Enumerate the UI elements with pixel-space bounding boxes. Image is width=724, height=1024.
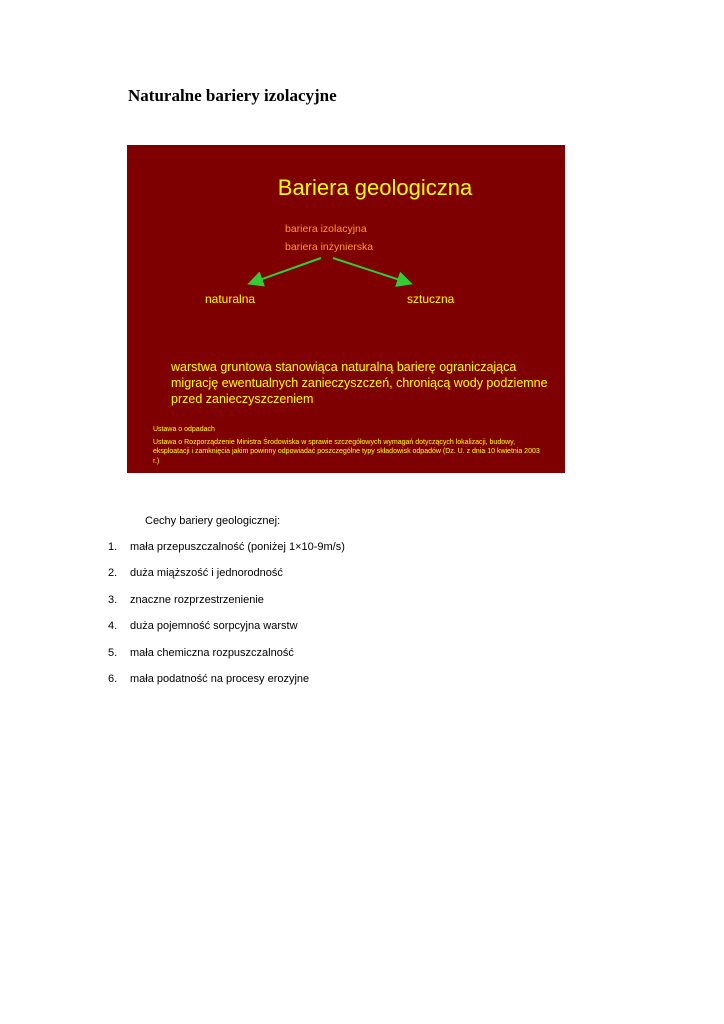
page-title: Naturalne bariery izolacyjne: [128, 86, 337, 105]
arrow-right: [333, 258, 409, 283]
list-item-number: 2.: [108, 567, 118, 580]
term-isolation-barrier: bariera izolacyjna: [285, 223, 367, 235]
source-item: Ustawa o odpadach: [153, 426, 215, 433]
list-item-number: 4.: [108, 620, 118, 633]
list-item-text: mała podatność na procesy erozyjne: [130, 672, 310, 685]
list-item-text: mała przepuszczalność (poniżej 1×10-9m/s): [130, 541, 345, 553]
branch-natural: naturalna: [205, 292, 256, 306]
slide-title: Bariera geologiczna: [277, 175, 473, 200]
source-item: Ustawa o Rozporządzenie Ministra Środowiska w sprawie szczegółowych wymagań dotyczących lokalizacji, budowy, eksploatacji i zamknięcia jakim powinny odpowiadać poszczególne typy składowisk odpadów (Dz. U. z dnia 10 kwietnia 2003 r.): [153, 438, 540, 465]
features-heading: Cechy bariery geologicznej:: [145, 515, 281, 527]
definition-text: warstwa gruntowa stanowiąca naturalną barierę ograniczająca migrację ewentualnych zanieczyszczeń, chroniącą wody podziemne przed zanieczyszczeniem: [171, 360, 548, 406]
sources: [153, 425, 543, 469]
list-item-number: 5.: [108, 646, 118, 659]
list-item-number: 1.: [108, 541, 118, 553]
list-item-number: 3.: [108, 593, 118, 606]
list-item-text: duża pojemność sorpcyjna warstw: [130, 620, 298, 633]
list-item-text: mała chemiczna rozpuszczalność: [130, 646, 294, 659]
slide-image: [127, 145, 565, 473]
arrow-left: [251, 258, 321, 283]
branch-artificial: sztuczna: [407, 292, 455, 306]
term-engineering-barrier: bariera inżynierska: [285, 241, 374, 253]
list-item-text: duża miąższość i jednorodność: [130, 567, 283, 580]
list-item-text: znaczne rozprzestrzenienie: [130, 593, 264, 606]
branch-arrows: [127, 145, 565, 473]
list-item-number: 6.: [108, 672, 118, 685]
